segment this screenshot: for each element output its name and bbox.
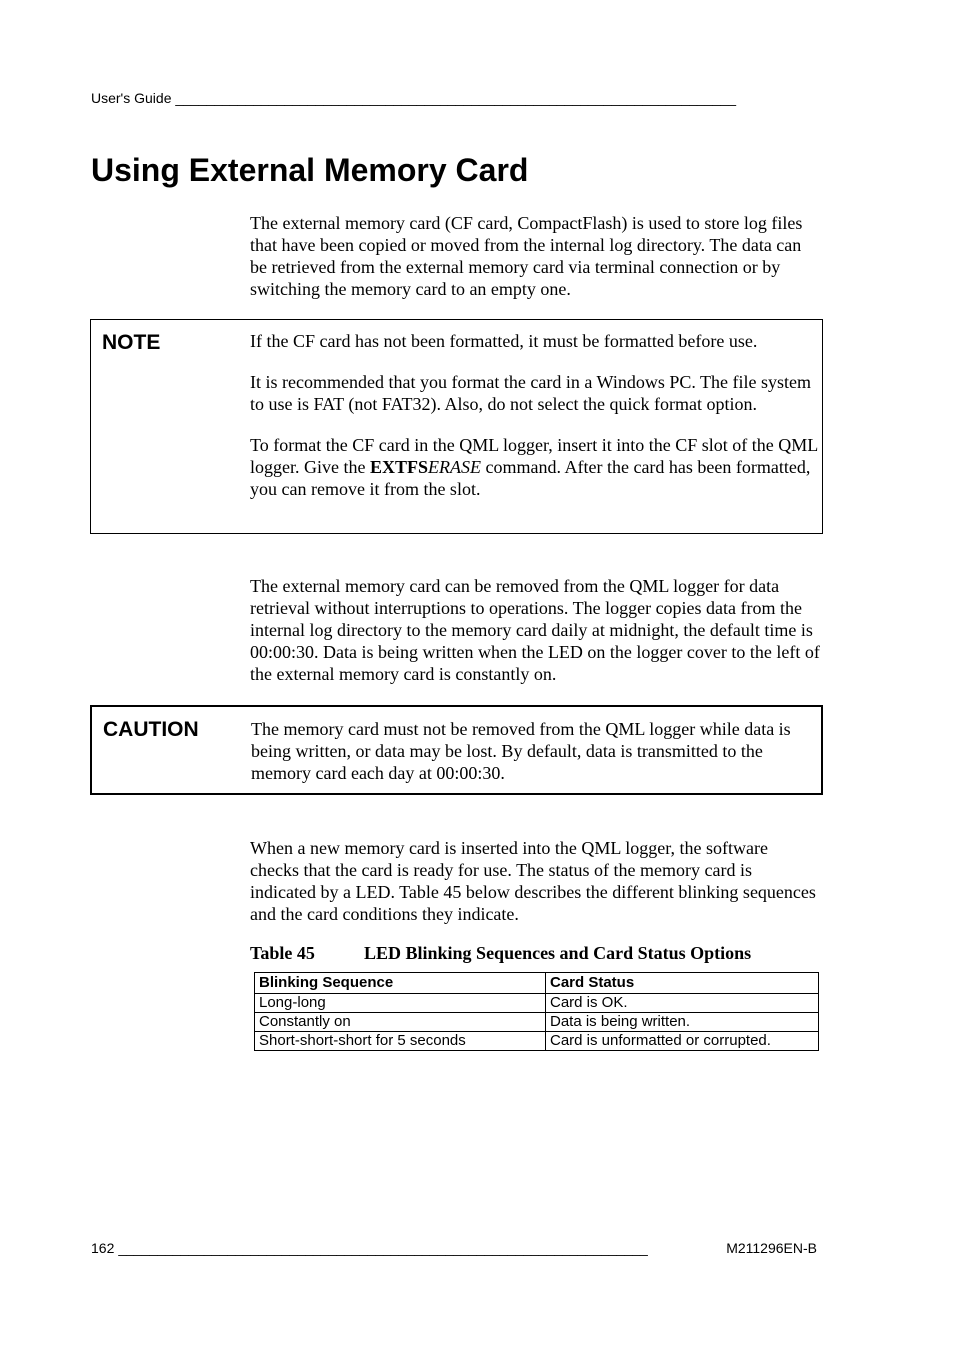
page-title: Using External Memory Card xyxy=(91,152,529,188)
caution-box xyxy=(90,705,823,795)
caution-label: CAUTION xyxy=(103,718,199,741)
header-rule: ________________________________________________________________________ xyxy=(175,90,736,106)
table-row xyxy=(255,994,819,1013)
note-content xyxy=(250,330,820,500)
note-paragraph-2: It is recommended that you format the card in a Windows PC. The file system to use is FAT (not FAT32). Also, do not select the quick format option. xyxy=(250,372,811,414)
removal-paragraph: The external memory card can be removed from the QML logger for data retrieval without interruptions to operations. The logger copies data from the internal log directory to the memory card daily at midnight, the default time is 00:00:30. Data is being written when the LED on the logger cover to the left of the external memory card is constantly on. xyxy=(250,576,820,684)
led-paragraph: When a new memory card is inserted into the QML logger, the software checks that the card is ready for use. The status of the memory card is indicated by a LED. Table 45 below describes the different blinking sequences and the card conditions they indicate. xyxy=(250,838,816,924)
document-code: M211296EN-B xyxy=(726,1240,817,1256)
note-p3-before: To format the CF card in the QML logger, insert it into the CF slot of the QML logger. Give the xyxy=(250,435,818,477)
note-label: NOTE xyxy=(102,331,161,354)
table-title: LED Blinking Sequences and Card Status Options xyxy=(364,943,752,963)
command-name-italic: ERASE xyxy=(428,457,481,477)
column-header-card-status: Card Status xyxy=(546,973,819,994)
table-cell: Long-long xyxy=(255,994,546,1013)
table-cell: Short-short-short for 5 seconds xyxy=(255,1032,546,1051)
footer-rule: ____________________________________________________________________ xyxy=(118,1240,648,1256)
led-status-table xyxy=(254,972,819,1051)
intro-paragraph: The external memory card (CF card, CompactFlash) is used to store log files that have been copied or moved from the internal log directory. The data can be retrieved from the external memory card via terminal connection or by switching the memory card to an empty one. xyxy=(250,213,803,299)
note-paragraph-1: If the CF card has not been formatted, it must be formatted before use. xyxy=(250,331,758,351)
command-name-bold: EXTFS xyxy=(369,457,429,477)
table-cell: Card is OK. xyxy=(546,994,819,1013)
note-p3-after: command. After the card has been formatted, you can remove it from the slot. xyxy=(250,457,811,499)
table-row xyxy=(255,1013,819,1032)
table-row xyxy=(255,1032,819,1051)
page-number: 162 xyxy=(91,1240,115,1256)
note-box xyxy=(90,319,823,534)
caution-content: The memory card must not be removed from the QML logger while data is being written, or data may be lost. By default, data is transmitted to the memory card each day at 00:00:30. xyxy=(251,719,791,783)
page-footer xyxy=(91,1240,817,1256)
table-header-row xyxy=(255,973,819,994)
page-header xyxy=(91,90,814,106)
table-cell: Data is being written. xyxy=(546,1013,819,1032)
header-text: User's Guide xyxy=(91,90,172,106)
note-paragraph-3 xyxy=(250,434,820,500)
table-caption xyxy=(250,943,751,964)
table-cell: Card is unformatted or corrupted. xyxy=(546,1032,819,1051)
table-number: Table 45 xyxy=(250,943,315,963)
table-cell: Constantly on xyxy=(255,1013,546,1032)
column-header-blinking-sequence: Blinking Sequence xyxy=(255,973,546,994)
